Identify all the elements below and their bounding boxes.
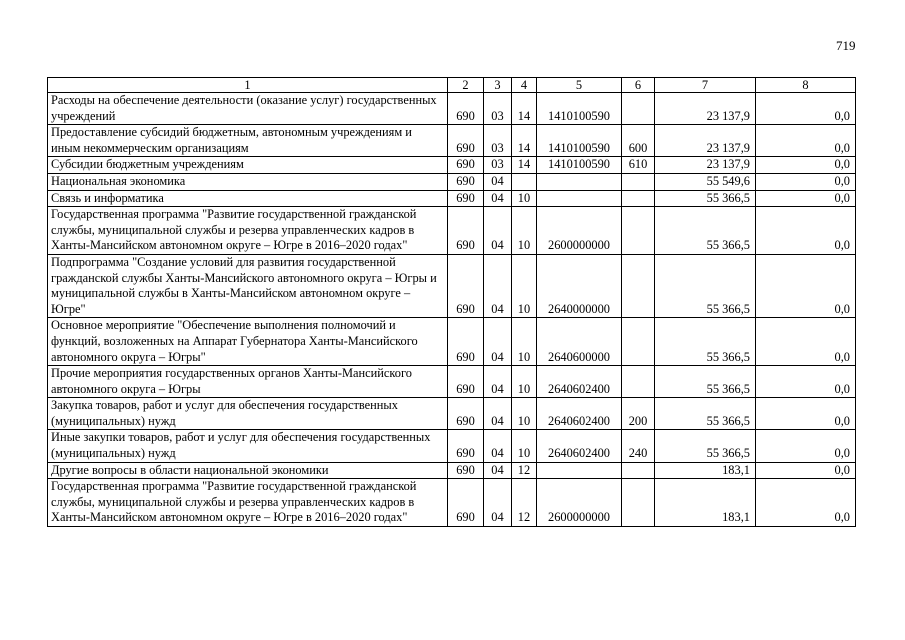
target-article-cell: 2640602400 xyxy=(537,398,622,430)
amount-extra-cell: 0,0 xyxy=(756,366,856,398)
amount-extra-cell: 0,0 xyxy=(756,462,856,479)
table-row xyxy=(48,190,856,207)
amount-extra-cell: 0,0 xyxy=(756,254,856,317)
expense-type-cell: 200 xyxy=(622,398,655,430)
column-header: 6 xyxy=(622,78,655,93)
amount-extra-cell: 0,0 xyxy=(756,479,856,527)
amount-cell: 23 137,9 xyxy=(655,93,756,125)
expense-type-cell xyxy=(622,93,655,125)
target-article-cell: 2640602400 xyxy=(537,430,622,462)
section-code-cell: 03 xyxy=(484,157,512,174)
budget-table xyxy=(47,77,856,527)
column-header: 2 xyxy=(448,78,484,93)
amount-cell: 55 549,6 xyxy=(655,173,756,190)
expense-type-cell xyxy=(622,207,655,255)
table-row xyxy=(48,157,856,174)
target-article-cell xyxy=(537,173,622,190)
amount-extra-cell: 0,0 xyxy=(756,157,856,174)
expense-type-cell xyxy=(622,254,655,317)
table-row xyxy=(48,207,856,255)
subsection-code-cell: 12 xyxy=(512,479,537,527)
amount-extra-cell: 0,0 xyxy=(756,190,856,207)
column-header: 1 xyxy=(48,78,448,93)
subsection-code-cell xyxy=(512,173,537,190)
amount-cell: 23 137,9 xyxy=(655,125,756,157)
expense-type-cell xyxy=(622,173,655,190)
table-row xyxy=(48,254,856,317)
expense-type-cell xyxy=(622,190,655,207)
expense-name-cell: Расходы на обеспечение деятельности (оказание услуг) государственных учреждений xyxy=(48,93,448,125)
subsection-code-cell: 10 xyxy=(512,318,537,366)
amount-extra-cell: 0,0 xyxy=(756,173,856,190)
table-row xyxy=(48,125,856,157)
expense-name-cell: Закупка товаров, работ и услуг для обеспечения государственных (муниципальных) нужд xyxy=(48,398,448,430)
subsection-code-cell: 10 xyxy=(512,190,537,207)
expense-name-cell: Субсидии бюджетным учреждениям xyxy=(48,157,448,174)
expense-name-cell: Национальная экономика xyxy=(48,173,448,190)
column-header: 5 xyxy=(537,78,622,93)
amount-extra-cell: 0,0 xyxy=(756,430,856,462)
amount-extra-cell: 0,0 xyxy=(756,318,856,366)
expense-type-cell: 240 xyxy=(622,430,655,462)
section-code-cell: 04 xyxy=(484,207,512,255)
subsection-code-cell: 12 xyxy=(512,462,537,479)
subsection-code-cell: 10 xyxy=(512,207,537,255)
ministry-code-cell: 690 xyxy=(448,157,484,174)
subsection-code-cell: 10 xyxy=(512,430,537,462)
ministry-code-cell: 690 xyxy=(448,173,484,190)
table-row xyxy=(48,366,856,398)
section-code-cell: 04 xyxy=(484,398,512,430)
target-article-cell: 2640602400 xyxy=(537,366,622,398)
amount-cell: 55 366,5 xyxy=(655,398,756,430)
section-code-cell: 03 xyxy=(484,125,512,157)
expense-type-cell: 610 xyxy=(622,157,655,174)
page-number: 719 xyxy=(836,38,856,53)
amount-cell: 183,1 xyxy=(655,462,756,479)
table-row xyxy=(48,479,856,527)
subsection-code-cell: 14 xyxy=(512,93,537,125)
section-code-cell: 04 xyxy=(484,190,512,207)
amount-cell: 23 137,9 xyxy=(655,157,756,174)
expense-type-cell xyxy=(622,462,655,479)
table-row xyxy=(48,93,856,125)
expense-type-cell xyxy=(622,479,655,527)
section-code-cell: 03 xyxy=(484,93,512,125)
amount-extra-cell: 0,0 xyxy=(756,125,856,157)
amount-cell: 55 366,5 xyxy=(655,318,756,366)
ministry-code-cell: 690 xyxy=(448,462,484,479)
ministry-code-cell: 690 xyxy=(448,207,484,255)
ministry-code-cell: 690 xyxy=(448,125,484,157)
subsection-code-cell: 14 xyxy=(512,157,537,174)
column-header: 4 xyxy=(512,78,537,93)
expense-name-cell: Государственная программа "Развитие государственной гражданской службы, муниципальной службы и резерва управленческих кадров в Ханты-Мансийском автономном округе – Югре в 2016–2020 годах" xyxy=(48,479,448,527)
amount-extra-cell: 0,0 xyxy=(756,207,856,255)
expense-name-cell: Государственная программа "Развитие государственной гражданской службы, муниципальной службы и резерва управленческих кадров в Ханты-Мансийском автономном округе – Югре в 2016–2020 годах" xyxy=(48,207,448,255)
column-header: 3 xyxy=(484,78,512,93)
expense-name-cell: Иные закупки товаров, работ и услуг для обеспечения государственных (муниципальных) нужд xyxy=(48,430,448,462)
ministry-code-cell: 690 xyxy=(448,366,484,398)
expense-type-cell xyxy=(622,318,655,366)
ministry-code-cell: 690 xyxy=(448,254,484,317)
section-code-cell: 04 xyxy=(484,173,512,190)
amount-extra-cell: 0,0 xyxy=(756,398,856,430)
ministry-code-cell: 690 xyxy=(448,318,484,366)
target-article-cell: 2640600000 xyxy=(537,318,622,366)
column-header: 7 xyxy=(655,78,756,93)
subsection-code-cell: 10 xyxy=(512,398,537,430)
subsection-code-cell: 14 xyxy=(512,125,537,157)
section-code-cell: 04 xyxy=(484,366,512,398)
amount-cell: 55 366,5 xyxy=(655,207,756,255)
target-article-cell: 1410100590 xyxy=(537,93,622,125)
amount-extra-cell: 0,0 xyxy=(756,93,856,125)
table-row xyxy=(48,398,856,430)
ministry-code-cell: 690 xyxy=(448,190,484,207)
amount-cell: 55 366,5 xyxy=(655,366,756,398)
expense-name-cell: Основное мероприятие "Обеспечение выполнения полномочий и функций, возложенных на Аппарат Губернатора Ханты-Мансийского автономного округа – Югры" xyxy=(48,318,448,366)
target-article-cell xyxy=(537,190,622,207)
section-code-cell: 04 xyxy=(484,479,512,527)
amount-cell: 55 366,5 xyxy=(655,254,756,317)
section-code-cell: 04 xyxy=(484,462,512,479)
ministry-code-cell: 690 xyxy=(448,398,484,430)
ministry-code-cell: 690 xyxy=(448,430,484,462)
amount-cell: 55 366,5 xyxy=(655,430,756,462)
ministry-code-cell: 690 xyxy=(448,93,484,125)
subsection-code-cell: 10 xyxy=(512,366,537,398)
amount-cell: 183,1 xyxy=(655,479,756,527)
target-article-cell: 2640000000 xyxy=(537,254,622,317)
section-code-cell: 04 xyxy=(484,318,512,366)
expense-name-cell: Прочие мероприятия государственных органов Ханты-Мансийского автономного округа – Югры xyxy=(48,366,448,398)
expense-type-cell: 600 xyxy=(622,125,655,157)
table-row xyxy=(48,430,856,462)
expense-type-cell xyxy=(622,366,655,398)
amount-cell: 55 366,5 xyxy=(655,190,756,207)
table-header-row xyxy=(48,78,856,93)
subsection-code-cell: 10 xyxy=(512,254,537,317)
expense-name-cell: Другие вопросы в области национальной экономики xyxy=(48,462,448,479)
target-article-cell: 1410100590 xyxy=(537,157,622,174)
target-article-cell: 2600000000 xyxy=(537,207,622,255)
target-article-cell xyxy=(537,462,622,479)
table-row xyxy=(48,173,856,190)
expense-name-cell: Связь и информатика xyxy=(48,190,448,207)
target-article-cell: 2600000000 xyxy=(537,479,622,527)
section-code-cell: 04 xyxy=(484,430,512,462)
expense-name-cell: Подпрограмма "Создание условий для развития государственной гражданской службы Ханты-Мансийского автономного округа – Югры и муниципальной службы в Ханты-Мансийском автономном округе – Югре" xyxy=(48,254,448,317)
table-row xyxy=(48,462,856,479)
expense-name-cell: Предоставление субсидий бюджетным, автономным учреждениям и иным некоммерческим организациям xyxy=(48,125,448,157)
column-header: 8 xyxy=(756,78,856,93)
ministry-code-cell: 690 xyxy=(448,479,484,527)
section-code-cell: 04 xyxy=(484,254,512,317)
target-article-cell: 1410100590 xyxy=(537,125,622,157)
table-row xyxy=(48,318,856,366)
